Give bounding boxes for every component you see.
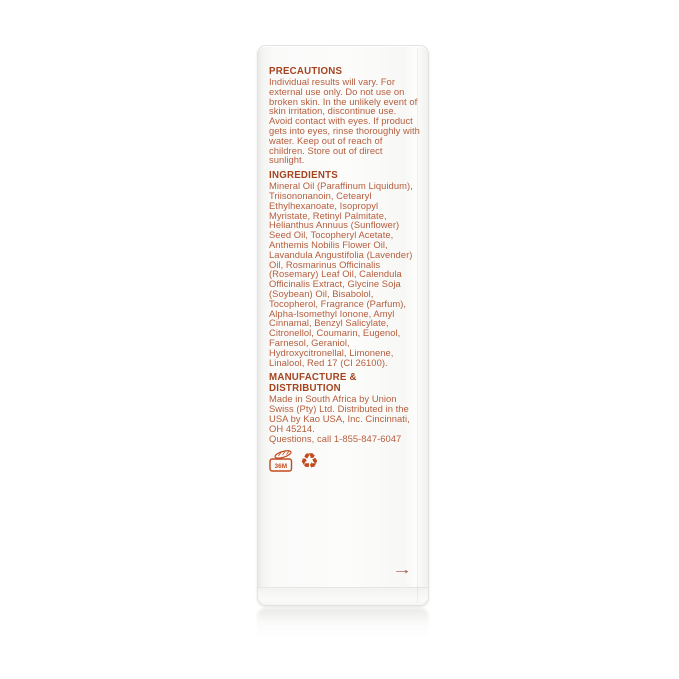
- manufacture-distribution-section: [269, 372, 420, 443]
- manufacture-distribution-heading: MANUFACTURE & DISTRIBUTION: [269, 372, 357, 395]
- right-arrow-icon: →: [391, 561, 413, 577]
- questions-phone-line: Questions, call 1-855-847-6047: [269, 432, 402, 444]
- box-reflection: [257, 608, 429, 640]
- manufacture-distribution-text: Made in South Africa by Union Swiss (Pty) Ltd. Distributed in the USA by Kao USA, Inc. Cincinnati, OH 45214.: [269, 393, 410, 434]
- panel-text-column: [269, 66, 420, 472]
- period-after-opening-icon: [269, 449, 296, 472]
- product-box-back-panel: [257, 45, 429, 606]
- pao-period-label: 36M: [274, 463, 288, 471]
- ingredients-heading: INGREDIENTS: [269, 170, 338, 182]
- precautions-heading: PRECAUTIONS: [269, 66, 343, 77]
- box-bottom-flap: [258, 587, 428, 605]
- packaging-symbols-row: [269, 449, 420, 472]
- ingredients-text: Mineral Oil (Paraffinum Liquidum), Triisononanoin, Cetearyl Ethylhexanoate, Isopropyl Myristate, Retinyl Palmitate, Helianthus Annuus (Sunflower) Seed Oil, Tocopheryl Acetate, Anthemis Nobilis Flower Oil, Lavandula Angustifolia (Lavender) Oil, Rosmarinus Officinalis (Rosemary) Leaf Oil, Calendula Officinalis Extract, Glycine Soja (Soybean) Oil, Bisabolol, Tocopherol, Fragrance (Parfum), Alpha-Isomethyl Ionone, Amyl Cinnamal, Benzyl Salicylate, Citronellol, Coumarin, Eugenol, Farnesol, Geraniol, Hydroxycitronellal, Limonene, Linalool, Red 17 (CI 26100).: [269, 180, 413, 368]
- precautions-section: [269, 66, 420, 165]
- precautions-text: Individual results will vary. For external use only. Do not use on broken skin. In the unlikely event of skin irritation, discontinue use. Avoid contact with eyes. If product gets into eyes, rinse thoroughly with water. Keep out of reach of children. Store out of direct sunlight.: [269, 76, 420, 166]
- recycle-icon: ♻: [300, 450, 319, 474]
- ingredients-section: [269, 170, 420, 367]
